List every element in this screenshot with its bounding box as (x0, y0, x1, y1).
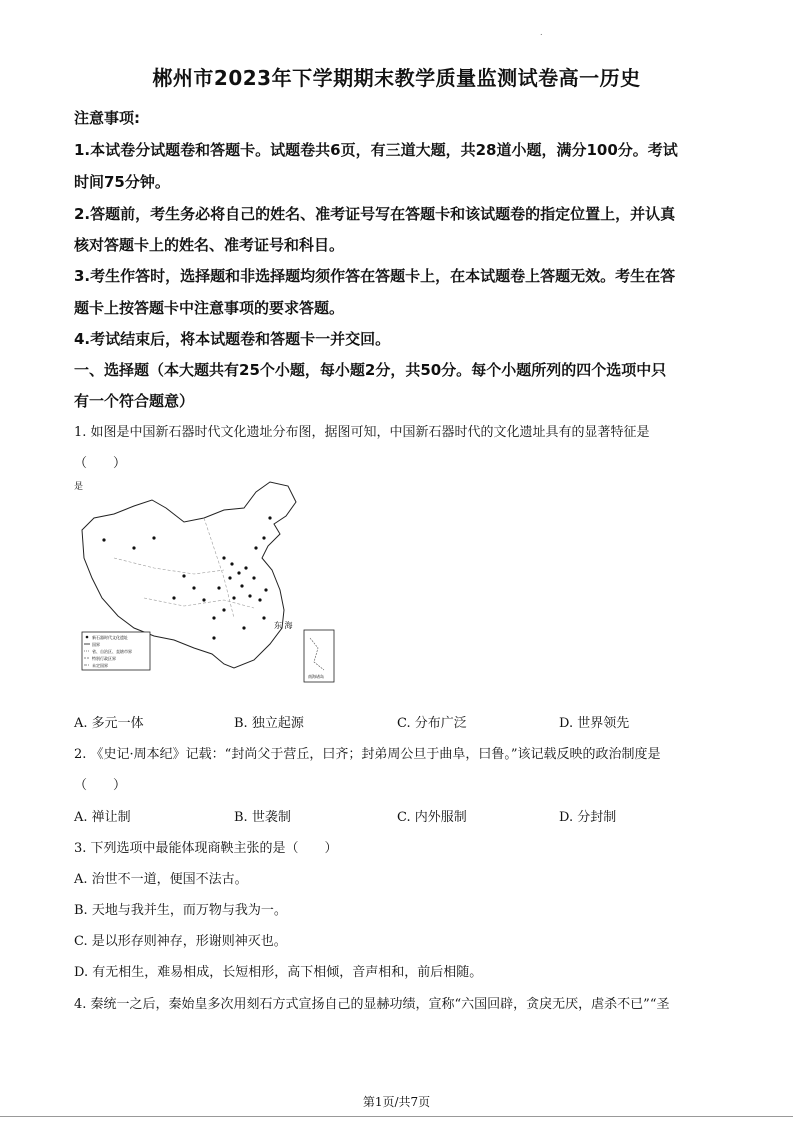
neolithic-sites-map (74, 478, 336, 684)
header-dot: . (540, 28, 543, 37)
q2-option-c: C. 内外服制 (397, 810, 467, 825)
page-footer: 第1页/共7页 (362, 1095, 431, 1109)
legend-entry: 省、自治区、直辖市界 (92, 649, 132, 654)
q1-option-b: B. 独立起源 (234, 716, 304, 731)
notice-line: 4.考试结束后，将本试题卷和答题卡一并交回。 (74, 330, 391, 348)
notice-heading: 注意事项: (74, 109, 140, 127)
section-heading-cont: 有一个符合题意） (74, 392, 195, 410)
section-heading: 一、选择题（本大题共有25个小题，每小题2分，共50分。每个小题所列的四个选项中只 (74, 361, 667, 379)
q3-option-d: D. 有无相生，难易相成，长短相形，高下相倾，音声相和，前后相随。 (74, 965, 483, 980)
question-2-stem: 2. 《史记·周本纪》记载：“封尚父于营丘，曰齐；封弟周公旦于曲阜，曰鲁。”该记载反映的政治制度是 (74, 747, 661, 762)
q1-option-d: D. 世界领先 (559, 716, 630, 731)
q1-option-c: C. 分布广泛 (397, 716, 467, 731)
notice-line: 1.本试卷分试题卷和答题卡。试题卷共6页，有三道大题，共28道小题，满分100分。考试 (74, 141, 678, 159)
q3-option-b: B. 天地与我并生，而万物与我为一。 (74, 903, 287, 918)
q2-option-a: A. 禅让制 (74, 810, 131, 825)
question-1-paren: （ ） (74, 456, 127, 471)
page-title: 郴州市2023年下学期期末教学质量监测试卷高一历史 (152, 66, 641, 90)
question-3-stem: 3. 下列选项中最能体现商鞅主张的是（ ） (74, 841, 338, 856)
legend-entry: 国界 (92, 642, 100, 647)
notice-line: 时间75分钟。 (74, 173, 170, 191)
question-2-paren: （ ） (74, 778, 127, 793)
question-4-stem: 4. 秦统一之后，秦始皇多次用刻石方式宣扬自己的显赫功绩，宣称“六国回辟，贪戾无厌，虐杀不已”“圣 (74, 997, 670, 1012)
legend-entry: 特别行政区界 (92, 656, 116, 661)
inset-label: 南海诸岛 (308, 674, 324, 679)
q3-option-c: C. 是以形存则神存，形谢则神灭也。 (74, 934, 287, 949)
q1-option-a: A. 多元一体 (74, 716, 144, 731)
notice-line: 题卡上按答题卡中注意事项的要求答题。 (74, 299, 345, 317)
sea-label: 东 海 (274, 621, 293, 630)
q2-option-d: D. 分封制 (559, 810, 617, 825)
legend-entry: 新石器时代文化遗址 (92, 635, 128, 640)
notice-line: 核对答题卡上的姓名、准考证号和科目。 (74, 236, 345, 254)
question-1-stem: 1. 如图是中国新石器时代文化遗址分布图，据图可知，中国新石器时代的文化遗址具有的显著特征是 (74, 425, 650, 440)
q3-option-a: A. 治世不一道，便国不法古。 (74, 872, 248, 887)
q2-option-b: B. 世袭制 (234, 810, 291, 825)
stray-char: 是 (74, 482, 84, 492)
legend-entry: 未定国界 (92, 663, 108, 668)
footer-divider (0, 1116, 793, 1117)
notice-line: 3.考生作答时，选择题和非选择题均须作答在答题卡上，在本试题卷上答题无效。考生在答 (74, 267, 676, 285)
notice-line: 2.答题前，考生务必将自己的姓名、准考证号写在答题卡和该试题卷的指定位置上，并认真 (74, 205, 676, 223)
